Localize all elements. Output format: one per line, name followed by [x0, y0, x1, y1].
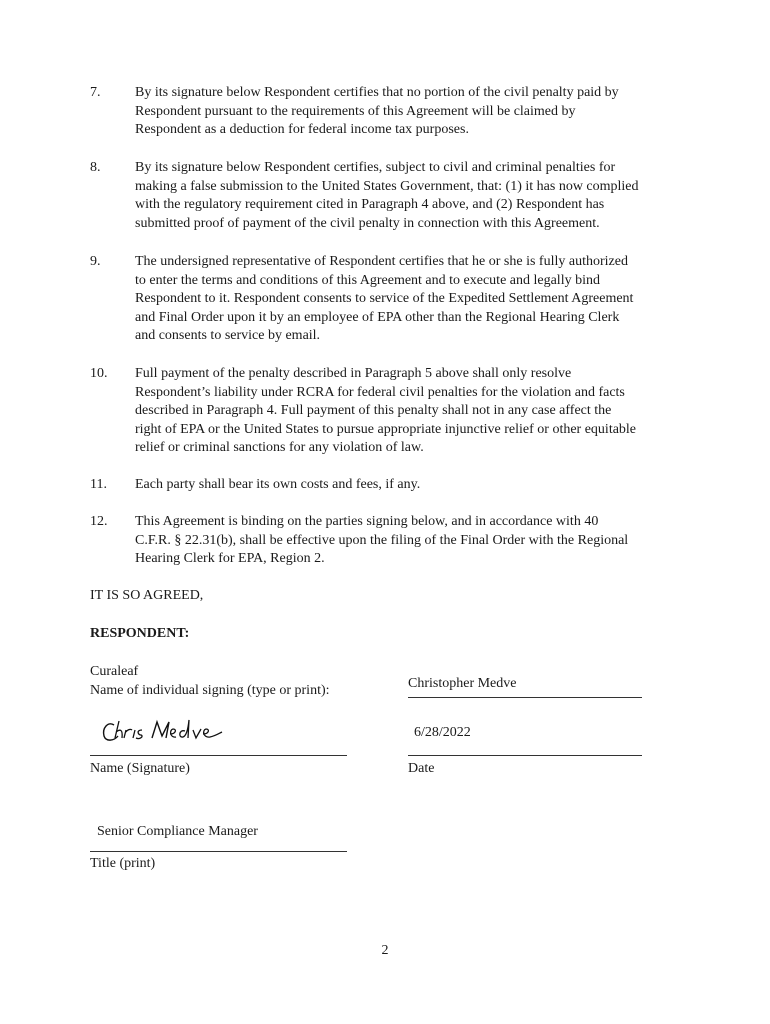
title-value: Senior Compliance Manager: [97, 824, 258, 839]
respondent-heading: RESPONDENT:: [90, 626, 190, 641]
agreed-statement: IT IS SO AGREED,: [90, 588, 204, 603]
paragraph-number: 8.: [90, 160, 101, 175]
page-number: 2: [381, 943, 389, 958]
signer-name: Christopher Medve: [408, 676, 517, 691]
paragraph-text: This Agreement is binding on the parties signing below, and in accordance with 40 C.F.R. § 22.31(b), shall be effective upon the filing of the Final Order with the Regional Hearing Clerk for EPA, Region 2.: [135, 514, 629, 566]
paragraph-12: [90, 513, 690, 569]
paragraph-number: 12.: [90, 514, 108, 529]
paragraph-text: The undersigned representative of Respondent certifies that he or she is fully authorized to enter the terms and conditions of this Agreement and to execute and legally bind Respondent to it. Respondent consents to service of the Expedited Settlement Agreement and Final Order upon it by an employee of EPA other than the Regional Hearing Clerk and consents to service by email.: [135, 254, 634, 343]
signature-line: [90, 755, 347, 756]
company-name: Curaleaf: [90, 664, 139, 679]
paragraph-number: 10.: [90, 366, 108, 381]
date-label: Date: [408, 761, 435, 776]
title-line: [90, 851, 347, 852]
signer-name-line: [408, 697, 642, 698]
paragraph-text: By its signature below Respondent certifies, subject to civil and criminal penalties for making a false submission to the United States Government, that: (1) it has now complied with the regulatory requirement cited in Paragraph 4 above, and (2) Respondent has submitted proof of payment of the civil penalty in connection with this Agreement.: [135, 160, 639, 231]
paragraph-text: Full payment of the penalty described in Paragraph 5 above shall only resolve Respondent’s liability under RCRA for federal civil penalties for the violation and facts described in Paragraph 4. Full payment of this penalty shall not in any case affect the right of EPA or the United States to pursue appropriate injunctive relief or other equitable relief or criminal sanctions for any violation of law.: [135, 366, 637, 455]
paragraph-9: [90, 253, 690, 346]
paragraph-10: [90, 365, 690, 458]
paragraph-11: [90, 476, 690, 495]
date-line: [408, 755, 642, 756]
paragraph-number: 11.: [90, 477, 107, 492]
signature-label: Name (Signature): [90, 761, 190, 776]
name-prompt: Name of individual signing (type or print):: [90, 683, 330, 698]
paragraph-number: 9.: [90, 254, 101, 269]
paragraph-8: [90, 159, 690, 233]
paragraph-text: Each party shall bear its own costs and fees, if any.: [135, 477, 421, 492]
paragraph-7: [90, 84, 690, 140]
paragraph-number: 7.: [90, 85, 101, 100]
title-label: Title (print): [90, 856, 156, 871]
date-value: 6/28/2022: [414, 725, 471, 740]
paragraph-text: By its signature below Respondent certifies that no portion of the civil penalty paid by Respondent pursuant to the requirements of this Agreement will be claimed by Respondent as a deduction for federal income tax purposes.: [135, 85, 619, 137]
handwritten-signature: [100, 716, 230, 748]
